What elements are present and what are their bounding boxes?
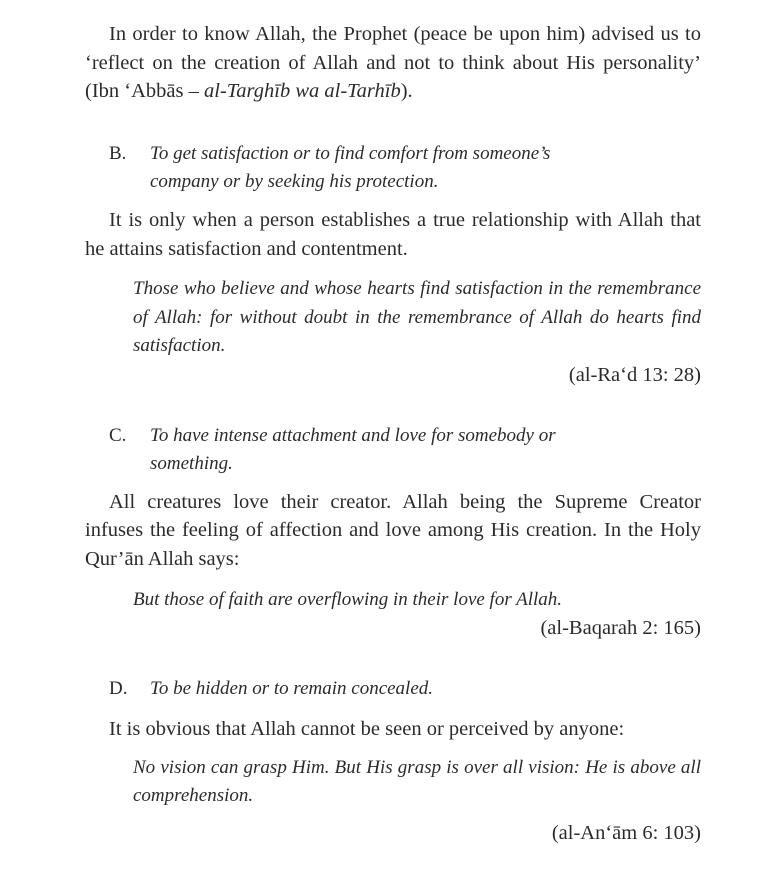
section-b-letter: B. bbox=[109, 142, 127, 164]
section-c-reference: (al-Baqarah 2: 165) bbox=[540, 617, 701, 640]
section-b-heading bbox=[109, 140, 579, 197]
section-c-body: All creatures love their creator. Allah being the Supreme Creator infuses the feeling of affection and love among His creation. In the Holy Qur’ān Allah says: bbox=[85, 490, 701, 570]
section-d-heading-text: To be hidden or to remain concealed. bbox=[150, 677, 434, 699]
section-d-reference: (al-An‘ām 6: 103) bbox=[551, 822, 701, 845]
section-c-letter: C. bbox=[109, 424, 127, 446]
section-d-letter: D. bbox=[109, 677, 128, 699]
section-d-heading bbox=[109, 675, 579, 704]
intro-text: In order to know Allah, the Prophet (peace be upon him) advised us to ‘reflect on the creation of Allah and not to think about His personality’ (Ibn ‘Abbās – bbox=[85, 23, 701, 103]
section-b-heading-text: To get satisfaction or to find comfort from someone’s company or by seeking his protection. bbox=[150, 142, 551, 193]
section-b-reference: (al-Ra‘d 13: 28) bbox=[568, 363, 701, 386]
document-page bbox=[85, 20, 701, 848]
section-c-heading-text: To have intense attachment and love for somebody or something. bbox=[150, 424, 556, 475]
intro-paragraph bbox=[85, 20, 701, 106]
section-b-quote: Those who believe and whose hearts find satisfaction in the remembrance of Allah: for without doubt in the remembrance of Allah do hearts find satisfaction. bbox=[133, 278, 701, 357]
section-c-heading bbox=[109, 422, 579, 479]
intro-source-title: al-Targhīb wa al-Tarhīb bbox=[204, 80, 401, 103]
section-b-body: It is only when a person establishes a true relationship with Allah that he attains satisfaction and contentment. bbox=[85, 208, 701, 260]
section-d-body: It is obvious that Allah cannot be seen or perceived by anyone: bbox=[109, 718, 625, 741]
section-d-quote: No vision can grasp Him. But His grasp is over all vision: He is above all comprehension. bbox=[133, 756, 701, 807]
section-c-quote: But those of faith are overflowing in their love for Allah. bbox=[133, 588, 563, 610]
intro-text-end: ). bbox=[400, 80, 413, 103]
